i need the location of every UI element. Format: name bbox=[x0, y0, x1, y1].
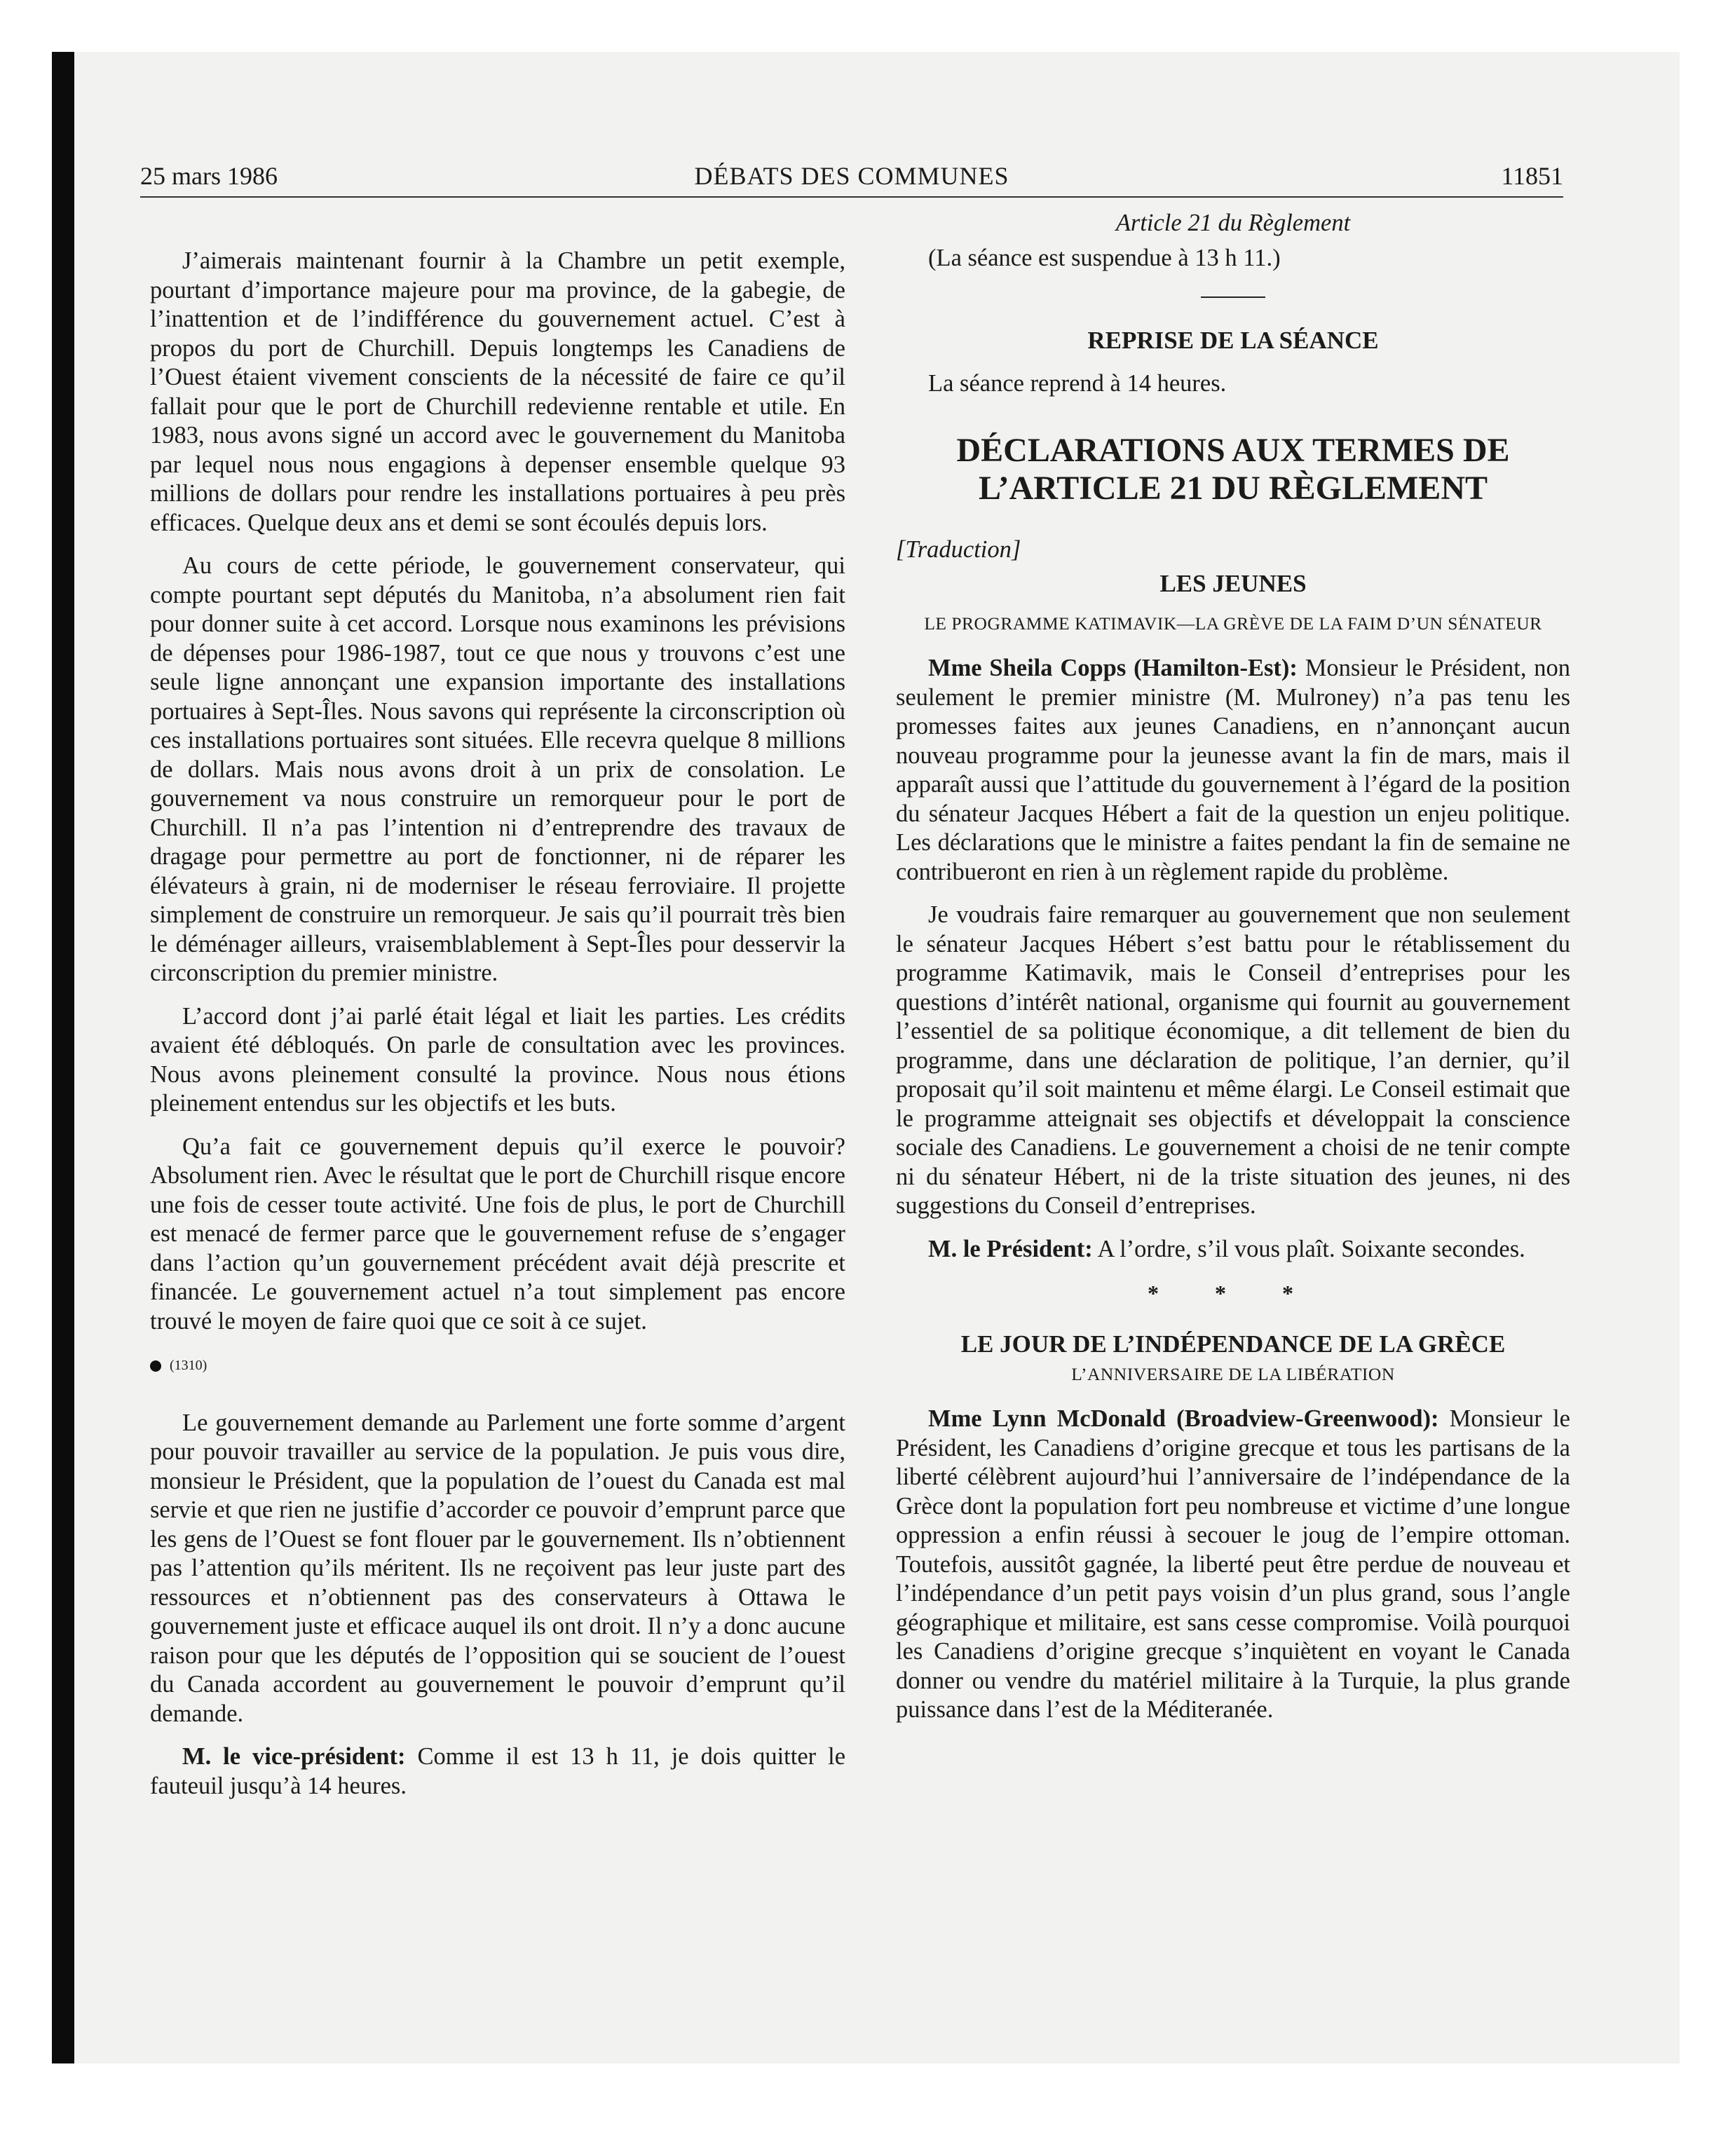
greece-heading: LE JOUR DE L’INDÉPENDANCE DE LA GRÈCE bbox=[960, 1330, 1506, 1358]
speech-paragraph bbox=[896, 654, 1570, 887]
speech-paragraph bbox=[896, 1235, 1570, 1264]
paragraph: Au cours de cette période, le gouvernement conservateur, qui compte pourtant sept députés du Manitoba, n’a absolument rien fait pour donner suite à cet accord. Lorsque nous examinons les prévisions de dépenses pour 1986-1987, tout ce que nous y trouvons c’est une seule ligne annonçant une expansion importante des installations portuaires à Sept-Îles. Nous savons qui représente la circonscription où ces installations portuaires sont situées. Elle recevra quelque 8 millions de dollars. Mais nous avons droit à un prix de consolation. Le gouvernement va nous construire un remorqueur pour le port de Churchill. Il n’a pas l’intention ni d’entreprendre des travaux de dragage pour permettre au port de fonctionner, ni de réparer les élévateurs à grain, ni de moderniser le réseau ferroviaire. Il projette simplement de construire un remorqueur. Je sais qu’il pourrait très bien le déménager ailleurs, vraisemblablement à Sept-Îles pour desservir la circonscription du premier ministre. bbox=[150, 552, 845, 986]
article-reference: Article 21 du Règlement bbox=[1115, 210, 1351, 236]
page-header bbox=[140, 158, 1563, 198]
speech-text: Monsieur le Président, les Canadiens d’origine grecque et tous les partisans de la liberté célèbrent aujourd’hui l’anniversaire de l’indépendance de la Grèce dont la population fort peu nombreuse et victime d’une longue oppression a enfin réussi à secouer le joug de l’empire ottoman. Toutefois, aussitôt gagnée, la liberté peut être perdue de nouveau et l’indépendance d’un petit pays voisin d’un plus grand, sous l’angle géographique et militaire, est sans cesse compromise. Voilà pourquoi les Canadiens d’origine grecque s’inquiètent en voyant le Canada donner ou vendre du matériel militaire à la Turquie, la plus grande puissance dans l’est de la Méditeranée. bbox=[896, 1405, 1570, 1723]
scan-left-edge bbox=[52, 52, 74, 2063]
paragraph: Le gouvernement demande au Parlement une forte somme d’argent pour pouvoir travailler au service de la population. Je puis vous dire, monsieur le Président, que la population de l’ouest du Canada est mal servie et que rien ne justifie d’accorder ce pouvoir d’emprunt parce que les gens de l’Ouest se font flouer par le gouvernement. Ils n’obtiennent pas l’attention qu’ils méritent. Ils ne reçoivent pas leur juste part des ressources et n’obtiennent pas des conservateurs à Ottawa le gouvernement juste et efficace auquel ils ont droit. Il n’y a donc aucune raison pour que les députés de l’opposition qui se soucient de l’ouest du Canada accordent au gouvernement le pouvoir d’emprunt qu’il demande. bbox=[150, 1409, 845, 1727]
header-page-number: 11851 bbox=[1501, 162, 1563, 190]
youth-heading: LES JEUNES bbox=[1159, 569, 1307, 597]
time-marker bbox=[150, 1351, 845, 1381]
time-marker-label: (1310) bbox=[170, 1358, 207, 1373]
right-column bbox=[896, 209, 1570, 1739]
paragraph: L’accord dont j’ai parlé était légal et liait les parties. Les crédits avaient été débloqués. On parle de consultation avec les provinces. Nous avons pleinement consulté la province. Nous nous étions pleinement entendus sur les objectifs et les buts. bbox=[150, 1002, 845, 1117]
paragraph: Je voudrais faire remarquer au gouvernement que non seulement le sénateur Jacques Hébert s’est battu pour le rétablissement du programme Katimavik, mais le Conseil d’entreprises pour les questions d’intérêt national, organisme qui fournit au gouvernement l’essentiel de sa politique économique, a dit tellement de bien du programme, dans une déclaration de politique, l’an dernier, qu’il proposait qu’il soit maintenu et même élargi. Le Conseil estimait que le programme atteignait ses objectifs et développait la conscience sociale des Canadiens. Le gouvernement a choisi de ne tenir compte ni du sénateur Hébert, ni de la triste situation des jeunes, ni des suggestions du Conseil d’entreprises. bbox=[896, 901, 1570, 1219]
speaker-name: M. le Président: bbox=[928, 1235, 1093, 1262]
left-column bbox=[150, 247, 845, 1815]
speaker-name: Mme Sheila Copps (Hamilton-Est): bbox=[928, 655, 1298, 681]
resumption-text: La séance reprend à 14 heures. bbox=[928, 369, 1227, 397]
youth-subheading: LE PROGRAMME KATIMAVIK—LA GRÈVE DE LA FAIM D’UN SÉNATEUR bbox=[924, 613, 1542, 634]
greece-subheading: L’ANNIVERSAIRE DE LA LIBÉRATION bbox=[1071, 1364, 1395, 1384]
header-date: 25 mars 1986 bbox=[140, 162, 278, 190]
main-section-heading: DÉCLARATIONS AUX TERMES DE L’ARTICLE 21 DU RÈGLEMENT bbox=[956, 432, 1510, 507]
speech-paragraph bbox=[896, 1405, 1570, 1725]
paragraph: Qu’a fait ce gouvernement depuis qu’il exerce le pouvoir? Absolument rien. Avec le résultat que le port de Churchill risque encore une fois de cesser toute activité. Une fois de plus, le port de Churchill est menacé de fermer parce que le gouvernement refuse de s’engager dans l’action qu’un gouvernement précédent avait déjà prescrite et financée. Le gouvernement actuel n’a tout simplement pas encore trouvé le moyen de faire quoi que ce soit à ce sujet. bbox=[150, 1133, 845, 1335]
speaker-name: M. le vice-président: bbox=[182, 1743, 406, 1770]
suspension-note: (La séance est suspendue à 13 h 11.) bbox=[928, 244, 1281, 271]
separator-stars: * * * bbox=[1148, 1281, 1319, 1306]
speaker-name: Mme Lynn McDonald (Broadview-Greenwood): bbox=[928, 1405, 1439, 1432]
speech-text: Comme il est 13 h 11, je dois quitter le fauteuil jusqu’à 14 heures. bbox=[150, 1743, 846, 1799]
paragraph: J’aimerais maintenant fournir à la Chambre un petit exemple, pourtant d’importance majeure pour ma province, de la gabegie, de l’inattention et de l’indifférence du gouvernement actuel. C’est à propos du port de Churchill. Depuis longtemps les Canadiens de l’Ouest étaient vivement conscients de la nécessité de faire ce qu’il fallait pour que le port de Churchill redevienne rentable et utile. En 1983, nous avons signé un accord avec le gouvernement du Manitoba par lequel nous nous engagions à depenser ensemble quelque 93 millions de dollars pour rendre les installations portuaires à peu près efficaces. Quelque deux ans et demi se sont écoulés depuis lors. bbox=[150, 247, 845, 536]
speech-paragraph bbox=[150, 1742, 845, 1801]
resumption-heading: REPRISE DE LA SÉANCE bbox=[1087, 327, 1379, 354]
translation-note: [Traduction] bbox=[896, 536, 1021, 563]
header-title: DÉBATS DES COMMUNES bbox=[694, 162, 1009, 190]
section-divider bbox=[1201, 296, 1265, 298]
speech-text: A l’ordre, s’il vous plaît. Soixante secondes. bbox=[1092, 1235, 1525, 1262]
bullet-icon bbox=[150, 1360, 161, 1372]
speech-text: Monsieur le Président, non seulement le premier ministre (M. Mulroney) n’a pas tenu les promesses faites aux jeunes Canadiens, en n’annonçant aucun nouveau programme pour la jeunesse avant la fin de mars, mais il apparaît aussi que l’attitude du gouvernement à l’égard de la position du sénateur Jacques Hébert a fait de la question un enjeu politique. Les déclarations que le ministre a faites pendant la fin de semaine ne contribueront en rien à un règlement rapide du problème. bbox=[896, 655, 1570, 885]
